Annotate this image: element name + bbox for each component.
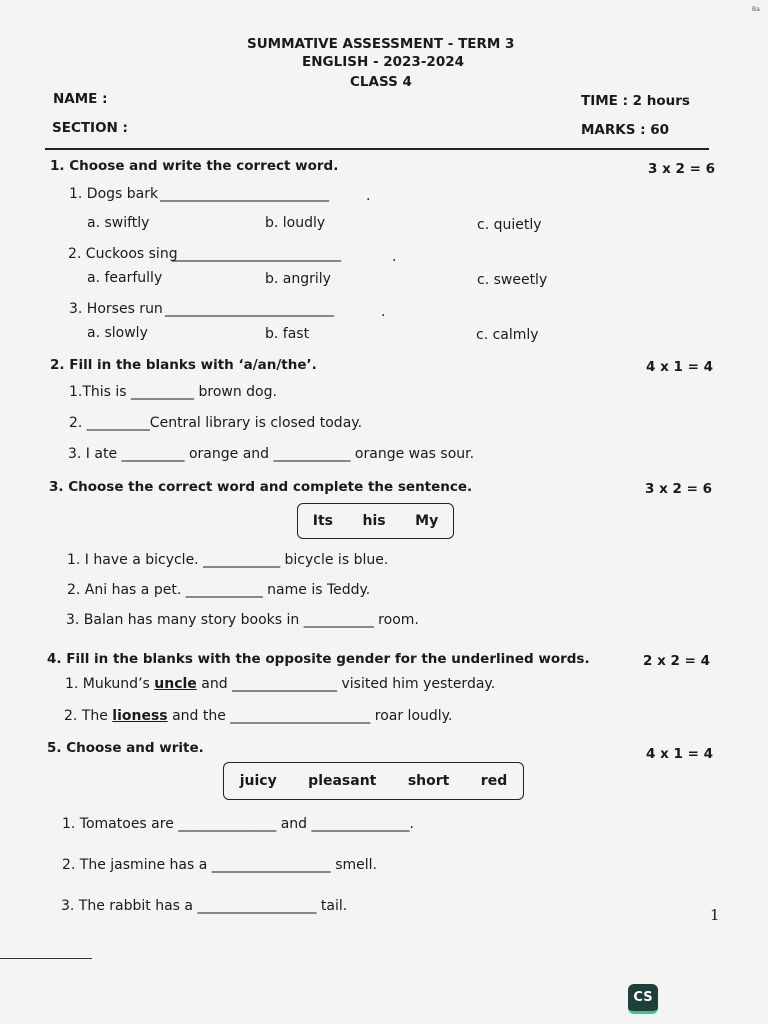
camscanner-logo-icon: CS	[628, 984, 658, 1014]
q4-item2-pre: 2. The	[64, 708, 113, 724]
q5-word-short: short	[407, 773, 450, 789]
header-divider	[45, 148, 709, 150]
q4-item1-underlined-word: uncle	[154, 676, 197, 692]
q4-item1-post: and _______________ visited him yesterday.	[196, 676, 496, 692]
q4-item2	[64, 708, 452, 724]
q3-marks: 3 x 2 = 6	[645, 481, 712, 497]
name-label: NAME :	[53, 91, 108, 107]
q5-marks: 4 x 1 = 4	[646, 746, 713, 762]
q1-item3-option-c: c. calmly	[476, 327, 539, 343]
q4-marks: 2 x 2 = 4	[643, 653, 710, 669]
q5-word-juicy: juicy	[239, 773, 277, 789]
q2-item1: 1.This is _________ brown dog.	[69, 384, 277, 400]
q1-marks: 3 x 2 = 6	[648, 161, 715, 177]
q1-item1-option-b: b. loudly	[265, 215, 326, 231]
time-label: TIME : 2 hours	[581, 93, 690, 109]
q3-item1: 1. I have a bicycle. ___________ bicycle is blue.	[67, 552, 389, 568]
q4-item1-pre: 1. Mukund’s	[65, 676, 155, 692]
q1-title: 1. Choose and write the correct word.	[50, 158, 339, 174]
marks-label: MARKS : 60	[581, 122, 670, 138]
q3-item2: 2. Ani has a pet. ___________ name is Teddy.	[67, 582, 371, 598]
q1-item1-option-a: a. swiftly	[87, 215, 150, 231]
q1-item1-option-c: c. quietly	[477, 217, 542, 233]
q1-item2-end: .	[392, 249, 397, 265]
q5-item2: 2. The jasmine has a _________________ smell.	[62, 857, 377, 873]
q5-title: 5. Choose and write.	[47, 740, 204, 756]
q1-item3-option-b: b. fast	[265, 326, 310, 342]
q4-item1	[65, 676, 495, 692]
q1-item2-stem: 2. Cuckoos sing	[68, 246, 178, 262]
q5-word-box	[223, 762, 524, 800]
q5-word-red: red	[480, 773, 508, 789]
q1-item2-option-a: a. fearfully	[87, 270, 163, 286]
q1-item3-end: .	[381, 304, 386, 320]
q3-word-his: his	[362, 513, 386, 529]
q2-marks: 4 x 1 = 4	[646, 359, 713, 375]
assessment-title: SUMMATIVE ASSESSMENT - TERM 3	[247, 36, 515, 52]
q5-item1: 1. Tomatoes are ______________ and ______________.	[62, 816, 414, 832]
page-number: 1	[710, 906, 720, 924]
corner-mark: Ba	[752, 6, 760, 13]
q3-title: 3. Choose the correct word and complete the sentence.	[49, 479, 473, 495]
q1-item3-option-a: a. slowly	[87, 325, 148, 341]
q5-word-pleasant: pleasant	[308, 773, 377, 789]
q3-word-box	[297, 503, 454, 539]
q4-title: 4. Fill in the blanks with the opposite gender for the underlined words.	[47, 651, 590, 667]
q1-item3-blank: ____________________________	[165, 301, 333, 317]
q1-item2-option-c: c. sweetly	[477, 272, 548, 288]
bottom-rule	[0, 958, 92, 959]
q5-item3: 3. The rabbit has a _________________ tail.	[61, 898, 348, 914]
q3-item3: 3. Balan has many story books in __________ room.	[66, 612, 419, 628]
q1-item2-blank: ____________________________	[172, 246, 340, 262]
q3-word-my: My	[415, 513, 439, 529]
section-label: SECTION :	[52, 120, 128, 136]
q1-item1-blank: ____________________________	[160, 186, 328, 202]
q2-title: 2. Fill in the blanks with ‘a/an/the’.	[50, 357, 317, 373]
q2-item2: 2. _________Central library is closed today.	[69, 415, 363, 431]
q3-word-its: Its	[312, 513, 333, 529]
subject-line: ENGLISH - 2023-2024	[302, 54, 464, 70]
class-line: CLASS 4	[350, 74, 412, 90]
q1-item1-end: .	[366, 188, 371, 204]
q1-item1-stem: 1. Dogs bark	[69, 186, 159, 202]
q4-item2-underlined-word: lioness	[112, 708, 168, 724]
q1-item2-option-b: b. angrily	[265, 271, 331, 287]
q4-item2-post: and the ____________________ roar loudly.	[167, 708, 453, 724]
q1-item3-stem: 3. Horses run	[69, 301, 163, 317]
q2-item3: 3. I ate _________ orange and ___________ orange was sour.	[68, 446, 475, 462]
